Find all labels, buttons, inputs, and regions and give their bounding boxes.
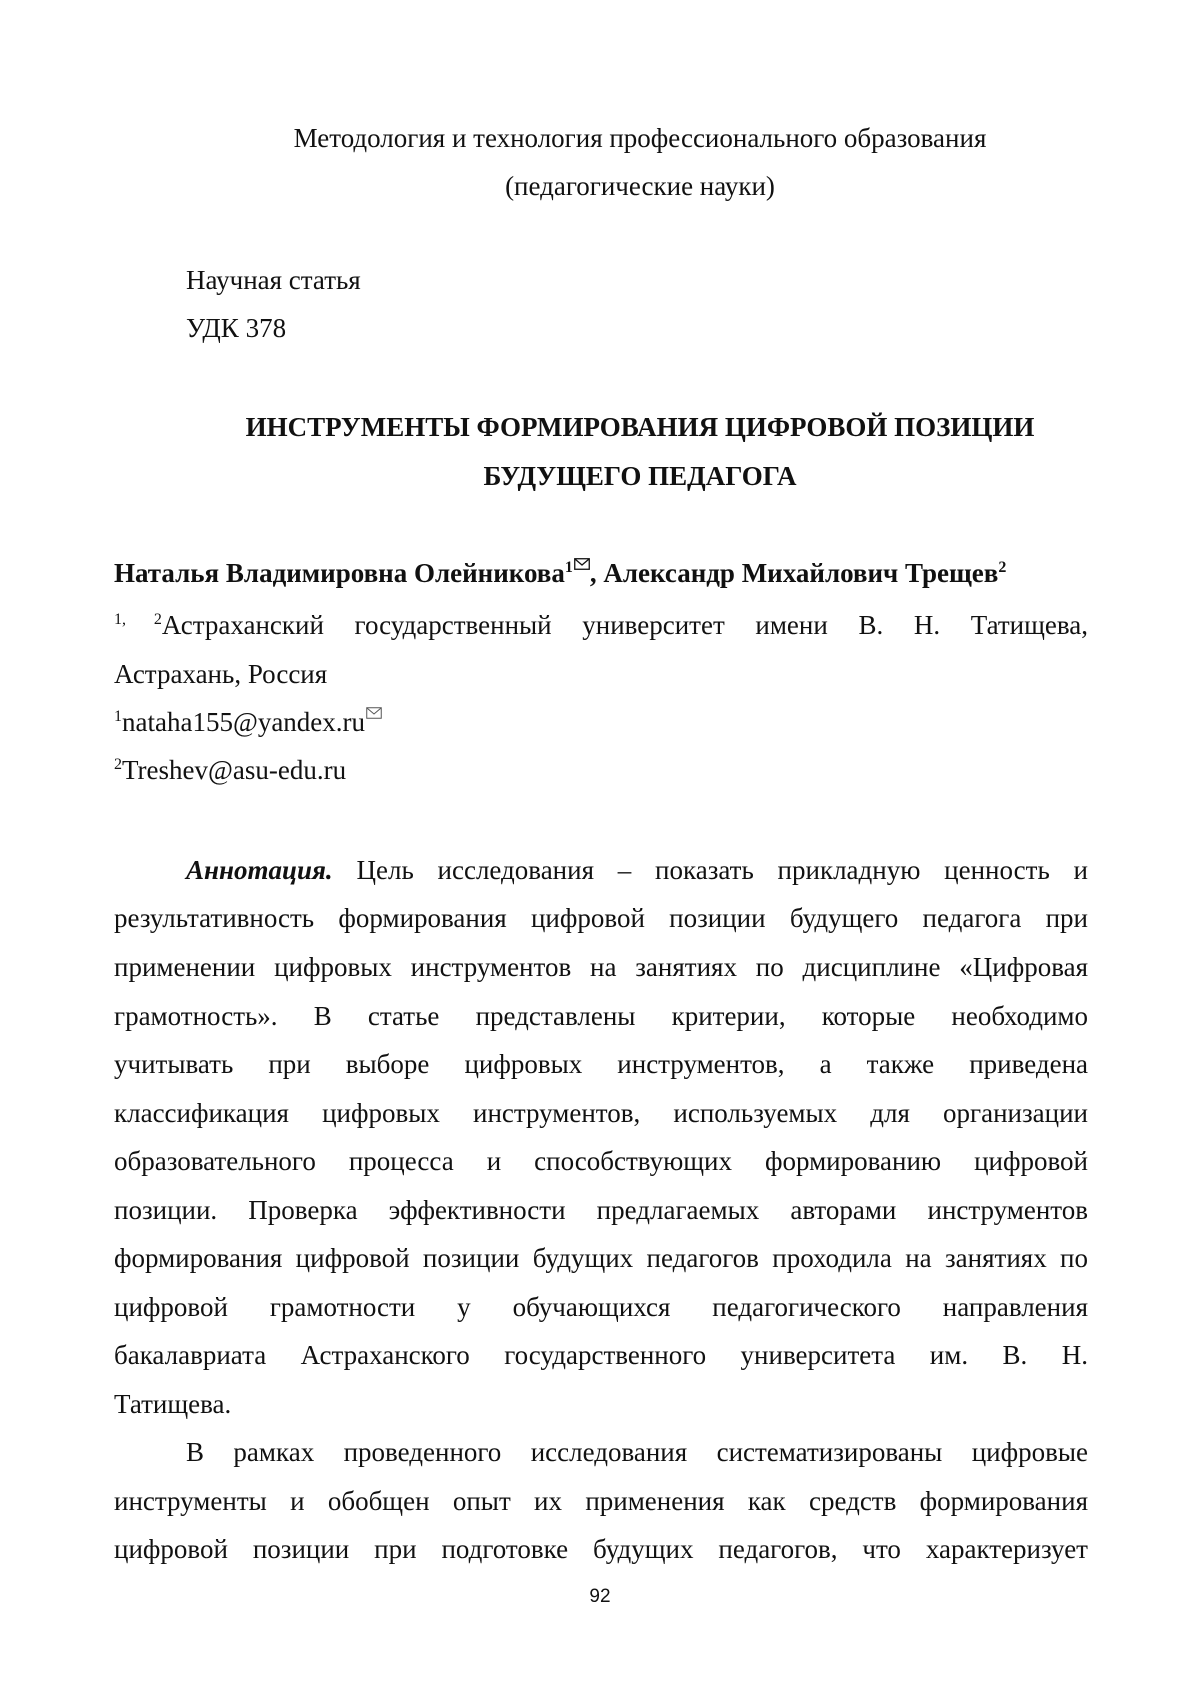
envelope-icon [366, 707, 382, 719]
abstract-line: позиции. Проверка эффективности предлагаемых авторами инструментов [114, 1195, 1088, 1225]
abstract-line: бакалавриата Астраханского государственного университета им. В. Н. [114, 1340, 1088, 1370]
abstract-line: применении цифровых инструментов на занятиях по дисциплине «Цифровая [114, 952, 1088, 982]
abstract-line: классификация цифровых инструментов, используемых для организации [114, 1098, 1088, 1128]
email-1-superscript: 1 [114, 708, 122, 725]
email-line-2 [114, 750, 346, 790]
author-separator: , [589, 558, 604, 588]
authors-line [114, 558, 1006, 589]
author-1-name: Наталья Владимировна Олейникова [114, 558, 565, 588]
email-line-1 [114, 702, 382, 742]
abstract-text: Цель исследования – показать прикладную ценность и [356, 855, 1089, 885]
article-title-line-1: ИНСТРУМЕНТЫ ФОРМИРОВАНИЯ ЦИФРОВОЙ ПОЗИЦИИ [245, 412, 1035, 442]
paragraph-2-line: инструменты и обобщен опыт их применения как средств формирования [114, 1486, 1088, 1516]
paragraph-2-line: В рамках проведенного исследования систематизированы цифровые [186, 1437, 1088, 1467]
affiliation-line-1 [114, 605, 1088, 645]
abstract-line-1 [186, 850, 1088, 890]
envelope-icon [574, 558, 590, 570]
affiliation-line-2: Астрахань, Россия [114, 659, 328, 689]
email-1-address[interactable]: nataha155@yandex.ru [122, 707, 366, 737]
abstract-line: результативность формирования цифровой позиции будущего педагога при [114, 903, 1088, 933]
abstract-line: формирования цифровой позиции будущих педагогов проходила на занятиях по [114, 1243, 1088, 1273]
author-1-superscript: 1 [564, 559, 573, 576]
email-2-address[interactable]: Treshev@asu-edu.ru [122, 755, 347, 785]
affiliation-text: Астраханский государственный университет имени В. Н. Татищева, [161, 610, 1088, 640]
abstract-line: образовательного процесса и способствующих формированию цифровой [114, 1146, 1088, 1176]
email-2-superscript: 2 [114, 756, 122, 773]
abstract-line: цифровой грамотности у обучающихся педагогического направления [114, 1292, 1088, 1322]
abstract-line-last: Татищева. [114, 1389, 232, 1419]
author-2-name: Александр Михайлович Трещев [603, 558, 999, 588]
author-2-superscript: 2 [998, 559, 1007, 576]
affiliation-superscript: 1, 2 [114, 611, 162, 628]
section-heading-line-1: Методология и технология профессионального образования [293, 123, 987, 153]
abstract-line: грамотность». В статье представлены критерии, которые необходимо [114, 1001, 1088, 1031]
paragraph-2-line: цифровой позиции при подготовке будущих педагогов, что характеризует [114, 1534, 1088, 1564]
article-type: Научная статья [186, 265, 361, 295]
section-heading-line-2: (педагогические науки) [505, 171, 775, 201]
abstract-line: учитывать при выборе цифровых инструментов, а также приведена [114, 1049, 1088, 1079]
abstract-lead: Аннотация. [186, 855, 333, 885]
page-number: 92 [589, 1586, 611, 1607]
udk-code: УДК 378 [186, 313, 287, 343]
article-title-line-2: БУДУЩЕГО ПЕДАГОГА [483, 461, 797, 491]
